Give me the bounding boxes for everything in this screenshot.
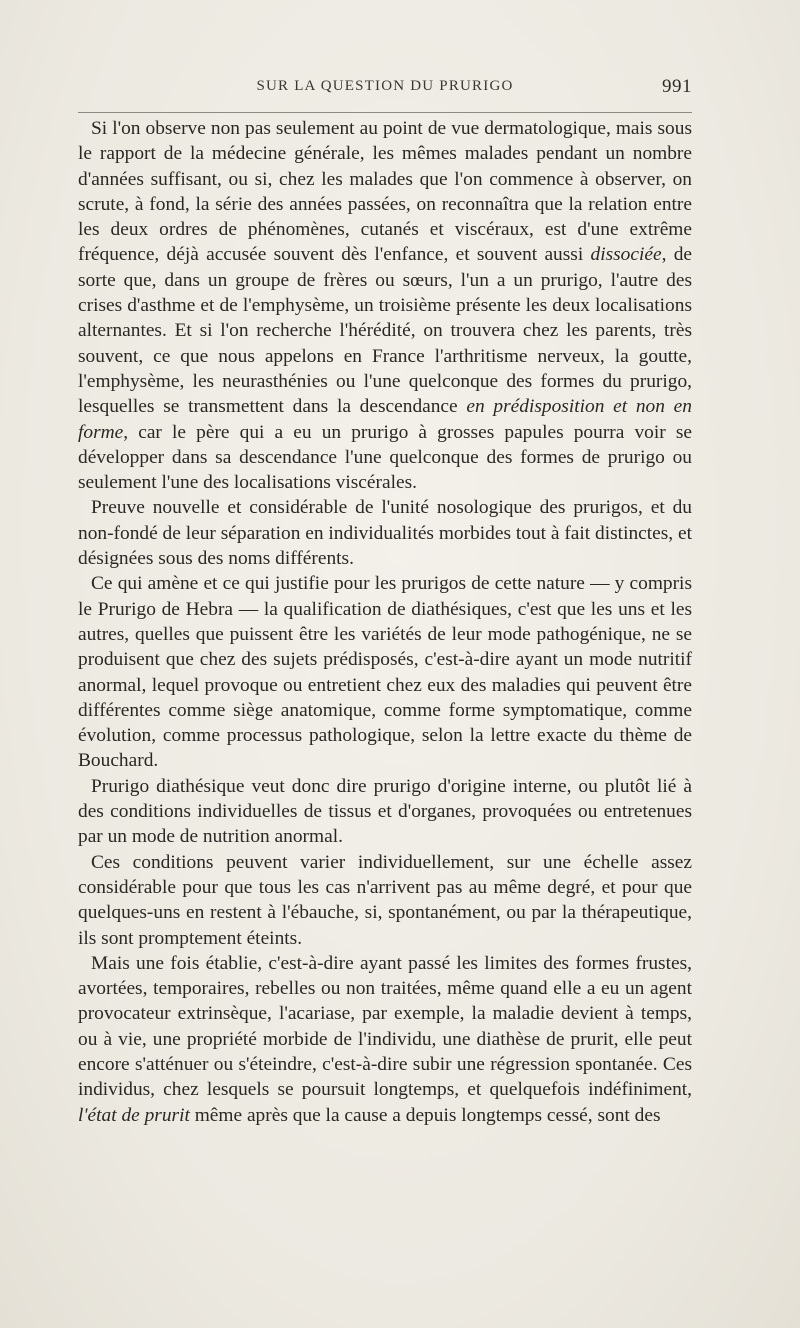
paragraph-5: Ces conditions peuvent varier individuellement, sur une échelle assez considérable pour que tous les cas n'arrivent pas au même degré, et pour que quelques-uns en restent à l'ébauche, si, spontanément, ou par la thérapeutique, ils sont promptement éteints. [78, 851, 692, 949]
paragraph-3: Ce qui amène et ce qui justifie pour les prurigos de cette nature — y compris le Prurigo de Hebra — la qualification de diathésiques, c'est que les uns et les autres, quelles que puissent être les variétés de leur mode pathogénique, ne se produisent que chez des sujets prédisposés, c'est-à-dire ayant un mode nutritif anormal, lequel provoque ou entretient chez eux des maladies qui peuvent être différentes comme siège anatomique, comme forme symptomatique, comme évolution, comme processus pathologique, selon la lettre exacte du thème de Bouchard. [78, 573, 692, 772]
page-header [78, 78, 692, 110]
paragraph-1-italic-predisposition: en prédisposition et non en forme [78, 396, 692, 443]
paragraph-6-italic-etat-de-prurit: l'état de prurit [78, 1104, 190, 1126]
paragraph-6-text-a: Mais une fois établie, c'est-à-dire ayant passé les limites des formes frustes, avortées, temporaires, rebelles ou non traitées, même quand elle a eu un agent provocateur extrinsèque, l'acariase, par exemple, la maladie devient à temps, ou à vie, une propriété morbide de l'individu, une diathèse de prurit, elle peut encore s'atténuer ou s'éteindre, c'est-à-dire subir une régression spontanée. Ces individus, chez lesquels se poursuit longtemps, et quelquefois indéfiniment, [78, 952, 692, 1101]
paragraph-2: Preuve nouvelle et considérable de l'unité nosologique des prurigos, et du non-fondé de leur séparation en individualités morbides tout à fait distinctes, et désignées sous des noms différents. [78, 497, 692, 570]
body-text [78, 116, 692, 1128]
page-number: 991 [662, 76, 692, 97]
paragraph-4: Prurigo diathésique veut donc dire prurigo d'origine interne, ou plutôt lié à des conditions individuelles de tissus et d'organes, provoquées ou entretenues par un mode de nutrition anormal. [78, 775, 692, 848]
paragraph-1-italic-dissociee: dissociée [590, 244, 662, 266]
running-title: SUR LA QUESTION DU PRURIGO [256, 78, 514, 94]
paragraph-1-text-b: , de sorte que, dans un groupe de frères ou sœurs, l'un a un prurigo, l'autre des crises d'asthme et de l'emphysème, un troisième présente les deux localisations alternantes. Et si l'on recherche l'hérédité, on trouvera chez les parents, très souvent, ce que nous appelons en France l'arthritisme nerveux, la goutte, l'emphysème, les neurasthénies ou l'une quelconque des formes du prurigo, lesquelles se transmettent dans la descendance [78, 244, 692, 418]
paragraph-1-text-a: Si l'on observe non pas seulement au point de vue dermatologique, mais sous le rapport de la médecine générale, les mêmes malades pendant un nombre d'années suffisant, ou si, chez les malades que l'on commence à observer, on scrute, à fond, la série des années passées, on reconnaîtra que la relation entre les deux ordres de phénomènes, cutanés et viscéraux, est d'une extrême fréquence, déjà accusée souvent dès l'enfance, et souvent aussi [78, 118, 692, 266]
paragraph-6-text-b: même après que la cause a depuis longtemps cessé, sont des [189, 1104, 661, 1126]
header-rule [78, 112, 692, 113]
paragraph-1-text-c: , car le père qui a eu un prurigo à grosses papules pourra voir se développer dans sa descendance l'une quelconque des formes de prurigo ou seulement l'une des localisations viscérales. [78, 421, 692, 494]
paragraph-1 [78, 116, 692, 495]
paragraph-6 [78, 951, 692, 1128]
